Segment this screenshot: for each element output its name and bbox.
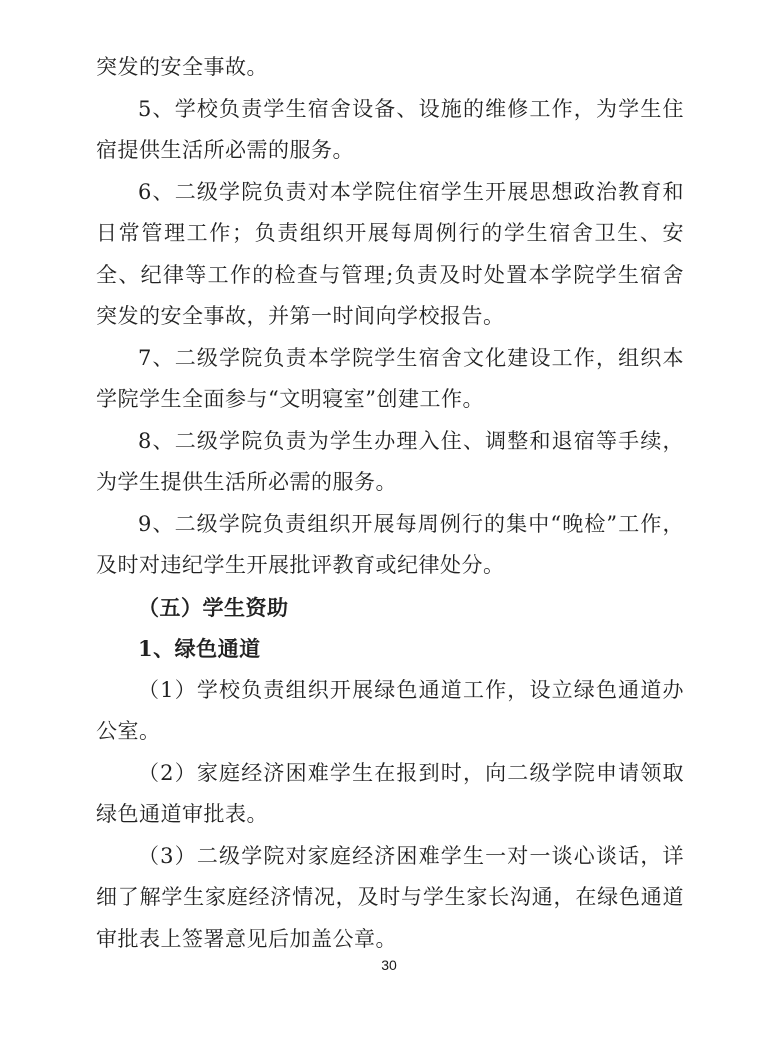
paragraph-continuation: 突发的安全事故。 (96, 55, 268, 79)
page-number: 30 (381, 957, 397, 973)
paragraph-item-7: 7、二级学院负责本学院学生宿舍文化建设工作，组织本学院学生全面参与“文明寝室”创建工作。 (96, 345, 684, 411)
paragraph-sub-1: （1）学校负责组织开展绿色通道工作，设立绿色通道办公室。 (96, 677, 684, 743)
paragraph-sub-2: （2）家庭经济困难学生在报到时，向二级学院申请领取绿色通道审批表。 (96, 760, 684, 826)
document-body (96, 47, 684, 960)
subsection-heading-green-channel: 1、绿色通道 (138, 636, 261, 661)
paragraph-sub-3: （3）二级学院对家庭经济困难学生一对一谈心谈话，详细了解学生家庭经济情况，及时与学生家长沟通，在绿色通道审批表上签署意见后加盖公章。 (96, 843, 684, 951)
paragraph-item-6: 6、二级学院负责对本学院住宿学生开展思想政治教育和日常管理工作；负责组织开展每周例行的学生宿舍卫生、安全、纪律等工作的检查与管理;负责及时处置本学院学生宿舍突发的安全事故，并第一时间向学校报告。 (96, 179, 684, 328)
section-heading-student-aid: （五）学生资助 (138, 594, 289, 620)
paragraph-item-9: 9、二级学院负责组织开展每周例行的集中“晚检”工作，及时对违纪学生开展批评教育或纪律处分。 (96, 511, 684, 577)
paragraph-item-5: 5、学校负责学生宿舍设备、设施的维修工作，为学生住宿提供生活所必需的服务。 (96, 96, 684, 162)
paragraph-item-8: 8、二级学院负责为学生办理入住、调整和退宿等手续，为学生提供生活所必需的服务。 (96, 428, 684, 494)
